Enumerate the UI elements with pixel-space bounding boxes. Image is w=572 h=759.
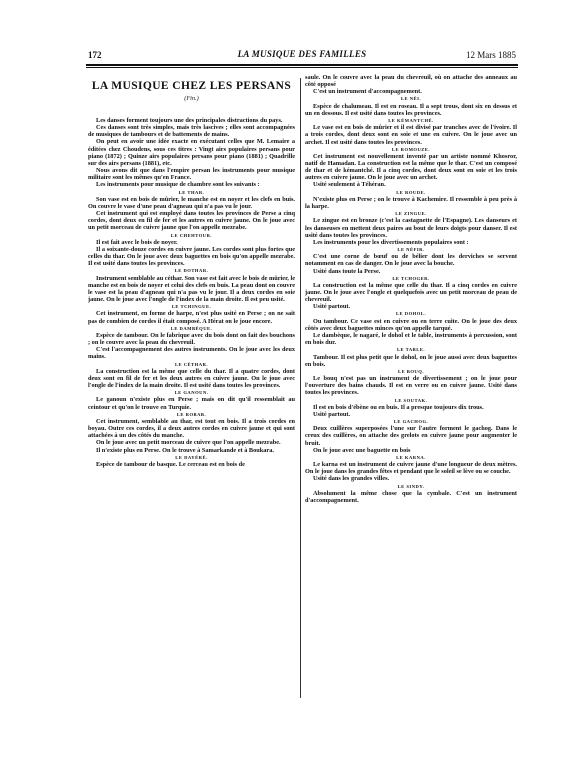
paragraph: Deux cuillères superposées l'une sur l'autre forment le gachog. Dans le creux des cuillères, on attache des grelots en cuivre jaune pour augmenter le bruit. (305, 425, 517, 447)
section-heading: LE NÉI. (400, 96, 422, 102)
section-heading: LE ROBAB. (176, 411, 207, 417)
paragraph: Cet instrument, semblable au thar, est tout en bois. Il a trois cordes en boyau. Outre ces cordes, il a deux autres cordes en cuivre jaune et qui sont attachées à un des côtés du manche. (88, 417, 295, 440)
paragraph: C'est un instrument d'accompagnement. (313, 88, 422, 96)
paragraph: Il est en bois d'ébène ou en buis. Il a presque toujours dix trous. (313, 403, 484, 411)
right-column (305, 74, 517, 709)
paragraph: Usité seulement à Téhéran. (313, 181, 386, 189)
section-heading: LE SOUTAK. (394, 397, 428, 403)
paragraph: C'est une corne de bœuf ou de bélier dont les derviches se servent notamment en cas de danger. On le joue avec la bouche. (305, 253, 517, 268)
section-heading: LE DAYÉRÉ. (175, 454, 208, 460)
paragraph: C'est l'accompagnement des autres instruments. On le joue avec les deux mains. (88, 346, 295, 361)
paragraph: Cet instrument qui est employé dans toutes les provinces de Perse a cinq cordes, dont deux en fil de fer et les autres en cuivre jaune. On le joue avec un petit morceau de cuivre jaune que l'on appelle mezrabe. (88, 210, 295, 232)
section-heading: LE SINDY. (397, 483, 425, 489)
paragraph: On le joue avec un petit morceau de cuivre que l'on appelle mezrabe. (96, 439, 281, 447)
paragraph-continued: saule. On le couvre avec la peau du chevreuil, où on attache des anneaux au côté opposé (305, 74, 517, 89)
section-heading: LE DOTHAR. (174, 268, 209, 274)
paragraph: Le dambèque, le nagaré, le dohol et le table, instruments à percussion, sont en bois dur. (305, 332, 517, 347)
paragraph: Espèce de tambour. On le fabrique avec du bois dont on fait des bouchons ; on le couvre avec la peau du chevreuil. (88, 331, 295, 347)
section-heading: LE THAR. (178, 189, 205, 195)
header-rule (86, 64, 518, 66)
page-header (88, 48, 516, 62)
section-heading: LE KARNA. (396, 454, 426, 460)
paragraph: Absolument la même chose que la cymbale. C'est un instrument d'accompagnement. (305, 489, 517, 504)
paragraph: Ces danses sont très simples, mais très lascives ; elles sont accompagnées de musiques de tambours et de battements de mains. (88, 124, 295, 139)
paragraph: Tambour. Il est plus petit que le dohol, on le joue aussi avec deux baguettes en bois. (305, 353, 517, 368)
paragraph: La construction est la même que celle du thar. Il a cinq cordes en cuivre jaune. On le joue avec l'ongle et quelquefois avec un petit morceau de peau de chevreuil. (305, 281, 517, 304)
paragraph: Il n'existe plus en Perse. On le trouve à Samarkande et à Boukara. (96, 446, 274, 454)
section-heading: LE BOUQ. (398, 368, 424, 374)
paragraph: Il a soixante-douze cordes en cuivre jaune. Les cordes sont plus fortes que celles du thar. On le joue avec deux baguettes en bois qu'on appelle mezrabe. Il est usité dans toutes les provinces. (88, 245, 295, 268)
issue-date: 12 Mars 1885 (466, 50, 516, 60)
section-heading: LE KÉMANTCHÉ. (388, 117, 434, 123)
paragraph: On peut en avoir une idée exacte en exécutant celles que M. Lemaire a éditées chez Choudens, sous ces titres : Vingt airs populaires persans pour piano (1872) ; Quinze airs populaires persans pour piano (1881) ; Quadrille sur des airs persans (1881), etc. (88, 138, 295, 167)
paragraph: Le karna est un instrument de cuivre jaune d'une longueur de deux mètres. On le joue dans les grandes fêtes et pendant que le soleil se lève ou se couche. (305, 461, 517, 476)
left-column (88, 74, 295, 709)
page-number: 172 (88, 50, 102, 60)
paragraph: Le vase est en bois de mûrier et il est divisé par tranches avec de l'ivoire. Il a trois cordes, dont deux sont en soie et une en cuivre. On le joue avec un archet. Il est usité dans toutes les provinces. (305, 124, 517, 146)
paragraph: Il est fait avec le bois de noyer. (96, 238, 178, 246)
paragraph: Cet instrument, en forme de harpe, n'est plus usité en Perse ; on ne sait pas de combien de cordes il était composé. A Hérat on le joue encore. (88, 310, 295, 325)
section-heading: LE ROMOUZE. (391, 146, 431, 152)
section-heading: LE TABLE. (396, 347, 426, 353)
paragraph: Les instruments pour les divertissements populaires sont : (313, 238, 469, 246)
article-title: LA MUSIQUE CHEZ LES PERSANS (91, 80, 292, 92)
paragraph: Nous avons dit que dans l'empire persan les instruments pour musique militaire sont les mêmes qu'en France. (88, 167, 295, 182)
paragraph: Cet instrument est nouvellement inventé par un artiste nommé Khosror, natif de Hamadan. La construction est la même que le thar. C'est un composé de thar et de kémantché. Il a cinq cordes, dont deux sont en soie et les trois autres en cuivre jaune. On le joue avec un archet. (305, 152, 517, 182)
header-rule-thin (86, 67, 518, 68)
paragraph: N'existe plus en Perse ; on le trouve à Kachemire. Il ressemble à peu près à la harpe. (305, 195, 517, 210)
paragraph: Les danses forment toujours une des principales distractions du pays. (96, 117, 283, 124)
journal-title: LA MUSIQUE DES FAMILLES (237, 49, 367, 59)
section-heading: LE TCHOGER. (392, 275, 430, 281)
paragraph: Les instruments pour musique de chambre sont les suivants : (96, 181, 260, 189)
paragraph: Le bouq n'est pas un instrument de divertissement ; on le joue pour l'ouverture des bains chauds. Il est en verre ou en cuivre jaune. Usité dans toutes les provinces. (305, 375, 517, 397)
paragraph: Espèce de tambour de basque. Le cerceau est en bois de (96, 460, 245, 468)
section-heading: LE NÉFIR. (397, 246, 425, 252)
paragraph: La construction est la même que celle du thar. Il a quatre cordes, dont deux sont en fil de fer et les deux autres en cuivre jaune. On le joue avec l'ongle de l'index de la main droite. Il est usité dans toutes les provinces. (88, 367, 295, 390)
paragraph: Le ganoun n'existe plus en Perse ; mais on dit qu'il ressemblait au ceintour et qu'on le trouve en Turquie. (88, 396, 295, 411)
section-heading: LE DOHOL. (395, 311, 427, 317)
section-heading: LE DAMBÉQUE. (170, 325, 213, 331)
section-heading: LE TCHINGUE. (171, 304, 212, 310)
paragraph: Le zingue est en bronze (c'est la castagnette de l'Espagne). Les danseurs et les danseuses en mettent deux paires au bout de leurs doigts pour danser. Il est usité dans toutes les provinces. (305, 217, 517, 239)
paragraph: Usité partout. (313, 410, 351, 418)
section-heading: LE ZINGUE. (395, 211, 427, 217)
section-heading: LE GACHOG. (393, 419, 429, 425)
section-heading: LE CHEHTOUR. (170, 232, 213, 238)
paragraph: Espèce de chalumeau. Il est en roseau. Il a sept trous, dont six en dessus et un en dessous. Il est usité dans toutes les provinces. (305, 102, 517, 117)
paragraph: Instrument semblable au céthar. Son vase est fait avec le bois de mûrier, le manche est en bois de noyer et celui des clefs en buis. La peau dont on couvre le vase est la peau d'agneau qui n'a pas vu le jour. Il a deux cordes en soie jaune. On le joue avec l'ongle de l'index de la main droite. Il est peu usité. (88, 274, 295, 304)
column-divider (300, 78, 301, 698)
paragraph: Usité dans les grandes villes. (313, 475, 390, 483)
paragraph: Ou tambour. Ce vase est en cuivre ou en terre cuite. On le joue des deux côtés avec deux baguettes minces qu'on appelle tarqué. (305, 317, 517, 332)
section-heading: LE GANOUN. (174, 390, 209, 396)
section-heading: LE ROUDE. (396, 189, 426, 195)
paragraph: Usité partout. (313, 303, 351, 311)
section-heading: LE CÉTHAR. (174, 361, 209, 367)
paragraph: On le joue avec une baguette en bois (313, 446, 411, 454)
paragraph: Son vase est en bois de mûrier, le manche est en noyer et les clefs en buis. On couvre le vase d'une peau d'agneau qui n'a pas vu le jour. (88, 195, 295, 210)
paragraph: Usité dans toute la Perse. (313, 267, 381, 275)
article-subtitle: (Fin.) (184, 95, 199, 102)
